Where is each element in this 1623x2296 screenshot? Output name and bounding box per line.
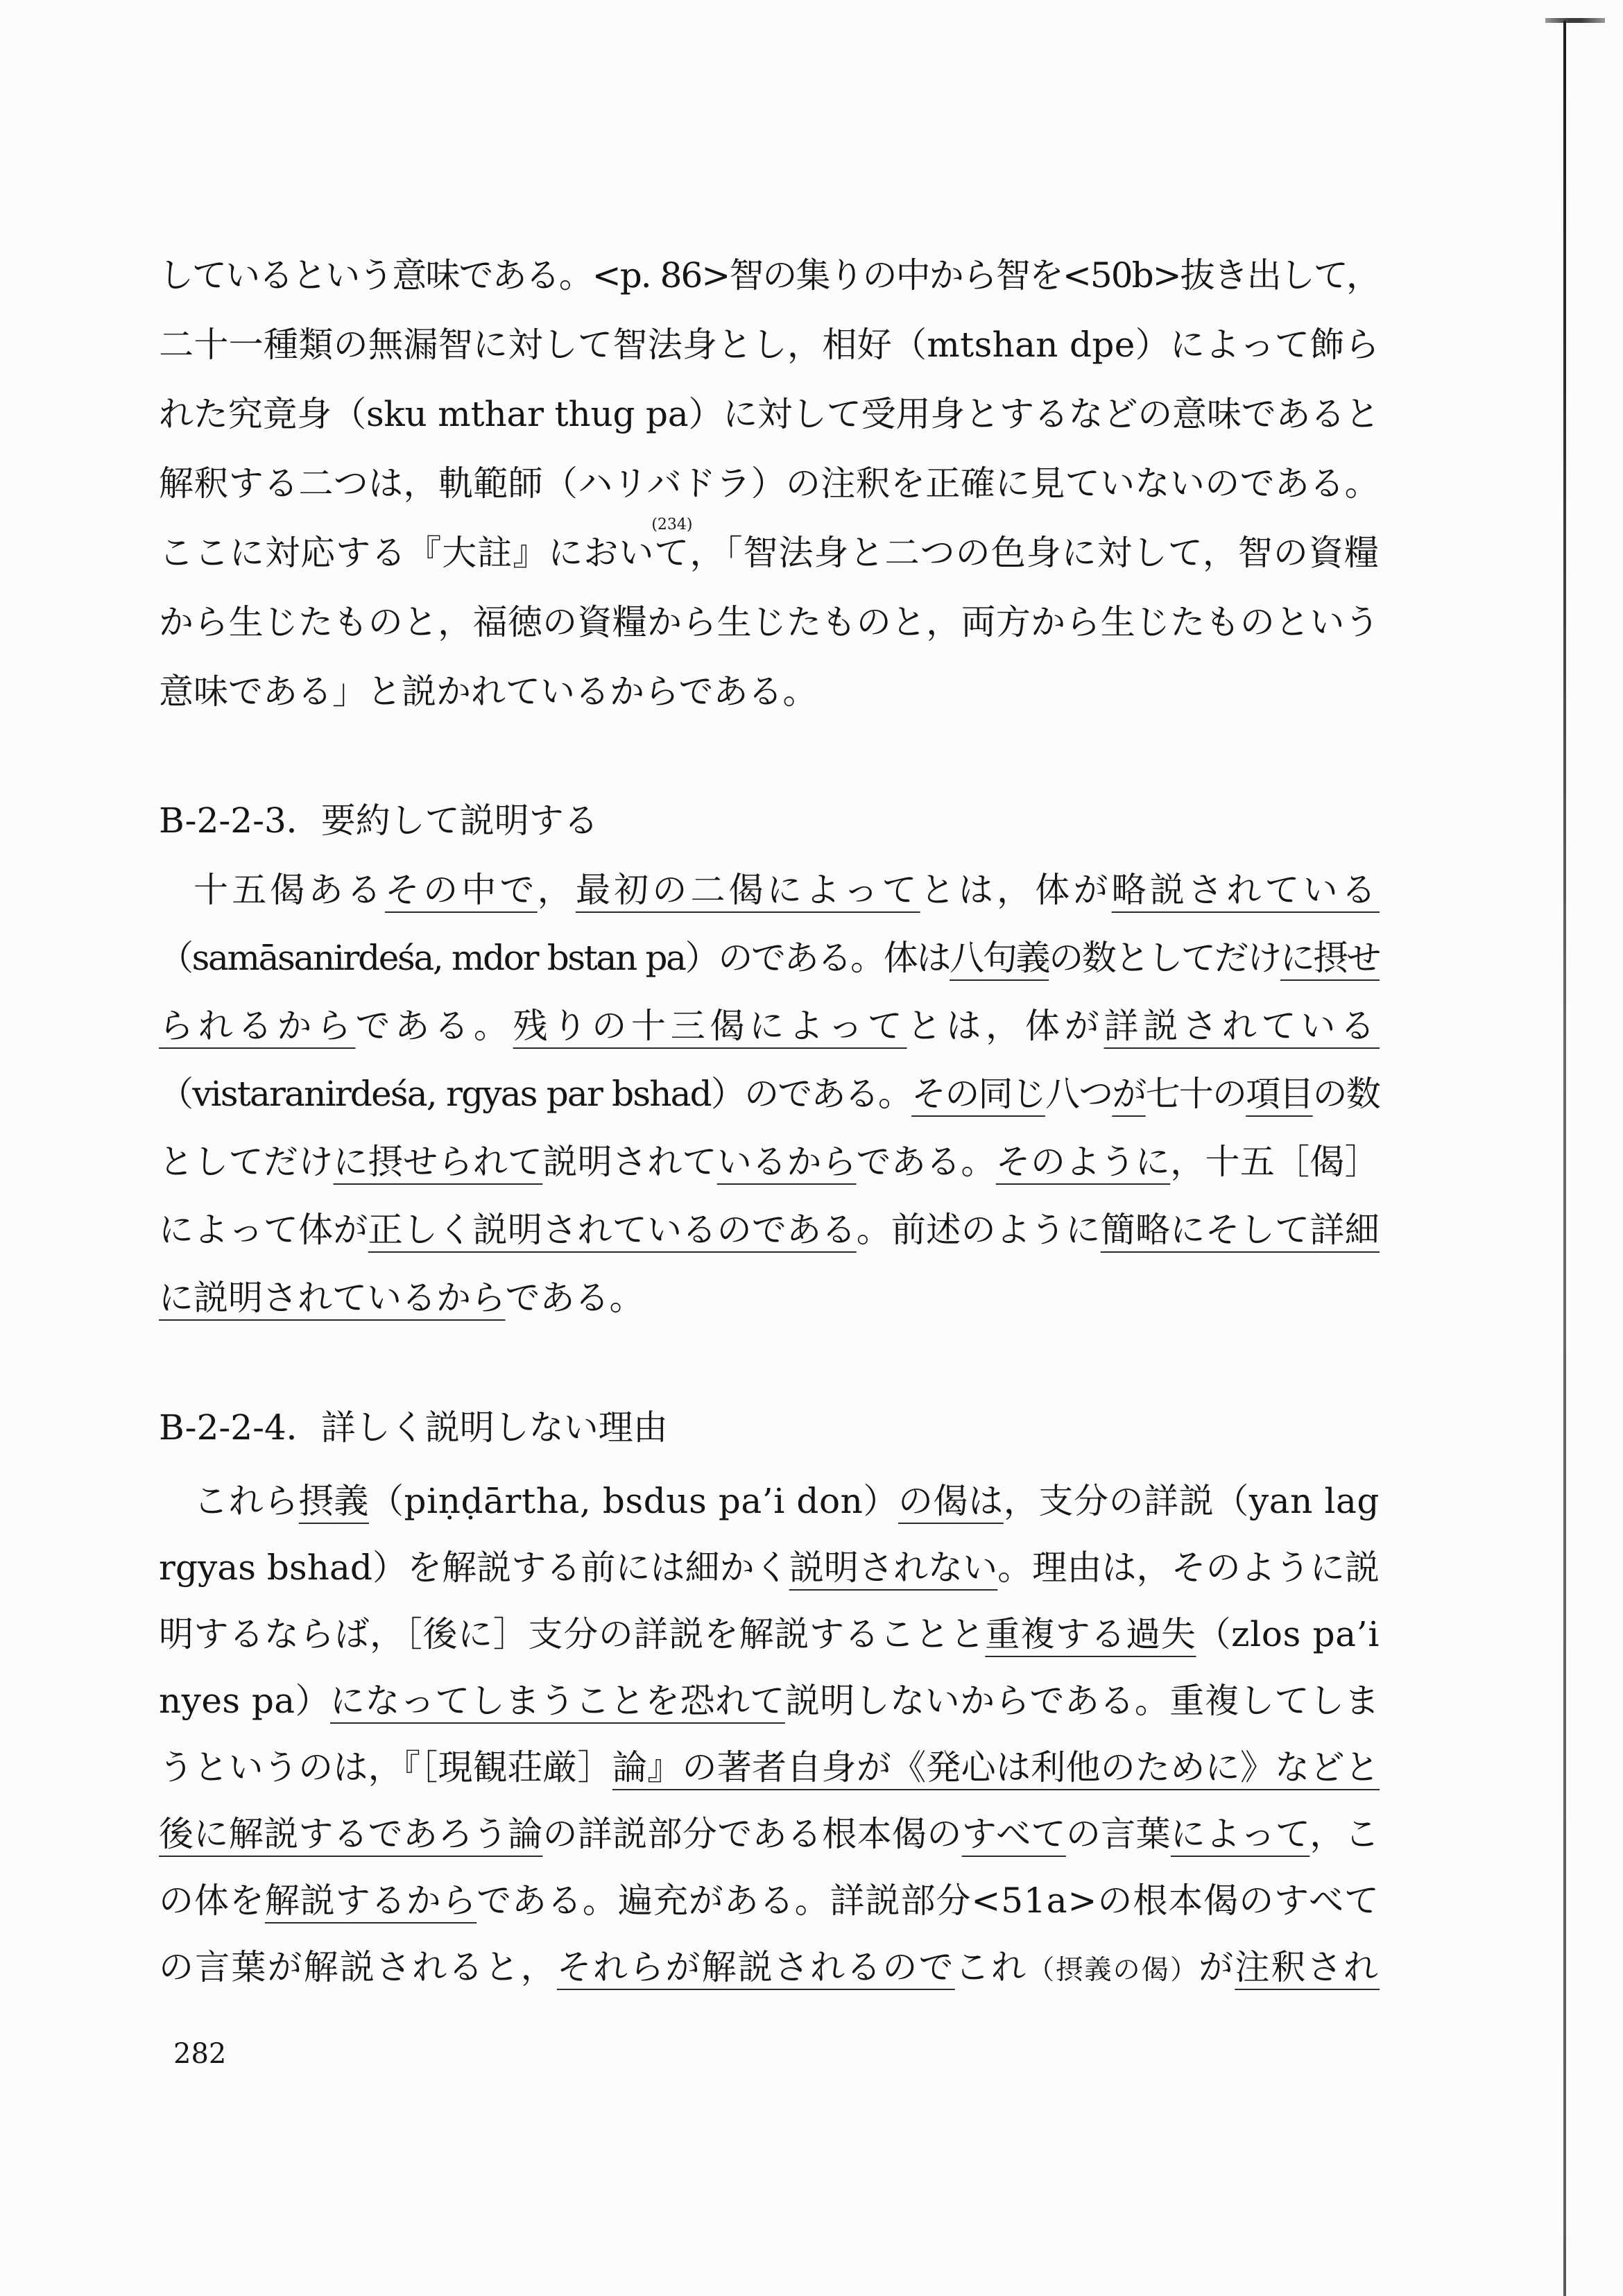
underlined-text-run: 注釈され [1235, 1947, 1380, 1987]
underlined-text-run: すべて [961, 1814, 1066, 1854]
text-run: 解釈する二つは，軌範師（ハリバドラ）の注釈を正確に見ていないのである。 [159, 463, 1380, 504]
text-line [159, 924, 1380, 992]
text-run: である。 [355, 1006, 513, 1046]
text-run: rgyas bshad）を解説する前には細かく [159, 1548, 789, 1588]
text-line [159, 449, 1380, 518]
text-run: から生じたものと，福徳の資糧から生じたものと，両方から生じたものという [159, 602, 1380, 642]
text-run: ，支分の詳説（yan lag [1003, 1481, 1380, 1521]
text-line [159, 1196, 1380, 1264]
section-heading: B-2-2-4．詳しく説明しない理由 [159, 1407, 668, 1448]
text-run: 十五偈ある [194, 870, 385, 910]
underlined-text-run: 正しく説明されているのである [368, 1210, 857, 1250]
underlined-text-run: 簡略にそして詳細 [1100, 1210, 1380, 1250]
text-run: とは，体が [907, 1006, 1104, 1046]
text-line-content [159, 518, 1380, 588]
body-paragraph [159, 241, 1380, 726]
underlined-text-run: 説明されない [789, 1548, 998, 1588]
text-run: の数 [1312, 1074, 1380, 1114]
text-run: である。 [505, 1278, 644, 1318]
text-line [159, 1534, 1380, 1601]
underlined-text-run: られるから [159, 1006, 356, 1046]
page-number: 282 [173, 2038, 227, 2070]
text-line [159, 1734, 1380, 1801]
underlined-text-run: 解説するから [264, 1881, 477, 1921]
text-line-content [159, 1734, 1380, 1801]
text-line-content [159, 1867, 1380, 1934]
underlined-text-run: によって [1170, 1814, 1310, 1854]
underlined-text-run: それらが解説されるので [556, 1947, 955, 1987]
text-run: の詳説部分である根本偈の [542, 1814, 962, 1854]
text-run: これ [954, 1947, 1028, 1987]
text-run: の言葉 [1065, 1814, 1171, 1854]
underlined-text-run: 論』の著者自身が《発心は利他のために》などと [612, 1747, 1380, 1788]
text-line-content [159, 449, 1380, 518]
text-line [159, 657, 1380, 726]
text-run: の体を [159, 1881, 265, 1921]
text-run [651, 516, 693, 573]
text-run: 七十の [1145, 1074, 1246, 1114]
underlined-text-run: そのように [995, 1142, 1171, 1182]
text-line-content [159, 992, 1380, 1060]
section-heading: B-2-2-3．要約して説明する [159, 800, 599, 841]
underlined-text-run: その中で [384, 870, 538, 910]
underlined-text-run: 重複する過失 [985, 1614, 1196, 1654]
text-run: 説明されて [542, 1142, 717, 1182]
text-line [159, 310, 1380, 379]
text-line-content [159, 1668, 1380, 1734]
text-run: ， [537, 870, 576, 910]
underlined-text-run: 項目 [1246, 1074, 1313, 1114]
text-line-content [159, 924, 1380, 992]
underlined-text-run: 残りの十三偈によって [513, 1006, 907, 1046]
text-run-char: て [654, 533, 690, 573]
underlined-text-run: 詳説されている [1104, 1006, 1380, 1046]
text-run: 八つ [1045, 1074, 1113, 1114]
text-run: ，「智法身と二つの色身に対して，智の資糧 [689, 533, 1380, 573]
underlined-text-run: が [1112, 1074, 1146, 1114]
text-run: である。遍充がある。詳説部分<51a>の根本偈のすべて [476, 1881, 1380, 1921]
text-line-content [194, 856, 1380, 924]
text-run: （samāsanirdeśa, mdor bstan pa）のである。体は [159, 938, 950, 978]
text-line-content [159, 310, 1380, 379]
underlined-text-run: に摂せ [1280, 938, 1380, 978]
text-line [159, 379, 1380, 449]
text-line [159, 856, 1380, 924]
underlined-text-run: の偈は [898, 1481, 1004, 1521]
text-line-content [159, 1264, 644, 1332]
text-run: （zlos pa’i [1196, 1614, 1380, 1654]
text-line [159, 1060, 1380, 1128]
text-run: ，十五［偈］ [1170, 1142, 1380, 1182]
text-line [159, 241, 1380, 310]
text-line [159, 1668, 1380, 1734]
text-run: とは，体が [920, 870, 1112, 910]
underlined-text-run: になってしまうことを恐れて [330, 1681, 785, 1721]
text-run: としてだけ [159, 1142, 334, 1182]
underlined-text-run: 最初の二偈によって [575, 870, 920, 910]
text-run: れた究竟身（sku mthar thug pa）に対して受用身とするなどの意味であると [159, 394, 1380, 434]
text-line [159, 1264, 1380, 1332]
text-run: が [1199, 1947, 1235, 1987]
text-line-content [159, 1601, 1380, 1668]
text-line-content [159, 1801, 1380, 1867]
underlined-text-run: いるから [716, 1142, 857, 1182]
page-edge-mark [1545, 18, 1605, 23]
underlined-text-run: に説明されているから [159, 1278, 506, 1318]
text-line-content [159, 1128, 1380, 1196]
underlined-text-run: に摂せられて [333, 1142, 543, 1182]
text-run: によって体が [159, 1210, 368, 1250]
underlined-text-run: 摂義 [298, 1481, 369, 1521]
underlined-text-run: 八句義 [950, 938, 1049, 978]
underlined-text-run: 略説されている [1111, 870, 1380, 910]
footnote-marker: (234) [651, 516, 693, 533]
page-edge-shadow [1563, 21, 1566, 2296]
text-run: （vistaranirdeśa, rgyas par bshad）のである。 [159, 1074, 912, 1114]
text-line-content [194, 1468, 1380, 1534]
text-run: しているという意味である。<p. 86>智の集りの中から智を<50b>抜き出して， [159, 255, 1380, 295]
text-line-content [159, 1534, 1380, 1601]
underlined-text-run: 後に解説するであろう論 [159, 1814, 543, 1854]
text-run: （piṇḍārtha, bsdus pa’i don） [368, 1481, 899, 1521]
text-line [159, 588, 1380, 657]
body-paragraph [159, 856, 1380, 1332]
text-line [159, 1601, 1380, 1668]
text-line-content [159, 1196, 1380, 1264]
text-line-content [159, 379, 1380, 449]
text-run: 。前述のように [856, 1210, 1101, 1250]
underlined-text-run: その同じ [911, 1074, 1045, 1114]
text-line-content [159, 657, 818, 726]
text-run: ，こ [1309, 1814, 1380, 1854]
text-line-content [159, 588, 1380, 657]
text-line [159, 1468, 1380, 1534]
text-line [159, 1867, 1380, 1934]
text-run: ここに対応する『大註』におい [159, 533, 655, 573]
text-run: 明するならば，［後に］支分の詳説を解説することと [159, 1614, 986, 1654]
text-run: 。理由は，そのように説 [997, 1548, 1380, 1588]
body-paragraph [159, 1468, 1380, 2004]
text-line [159, 1934, 1380, 2004]
text-line [159, 518, 1380, 588]
text-line-content [159, 1934, 1380, 2004]
text-line-content [159, 241, 1380, 310]
text-run: である。 [856, 1142, 996, 1182]
text-line [159, 992, 1380, 1060]
text-run: （摂義の偈） [1027, 1955, 1199, 1986]
text-run: の言葉が解説されると， [159, 1947, 557, 1987]
text-run: これら [194, 1481, 299, 1521]
text-line [159, 1801, 1380, 1867]
text-run: nyes pa） [159, 1681, 331, 1721]
text-run: 二十一種類の無漏智に対して智法身とし，相好（mtshan dpe）によって飾ら [159, 325, 1380, 365]
text-line-content [159, 1060, 1380, 1128]
text-line [159, 1128, 1380, 1196]
text-run: 説明しないからである。重複してしま [784, 1681, 1380, 1721]
text-run: の数としてだけ [1049, 938, 1280, 978]
text-run: うというのは，『［現観荘厳］ [159, 1747, 612, 1788]
text-run: 意味である」と説かれているからである。 [159, 671, 818, 712]
